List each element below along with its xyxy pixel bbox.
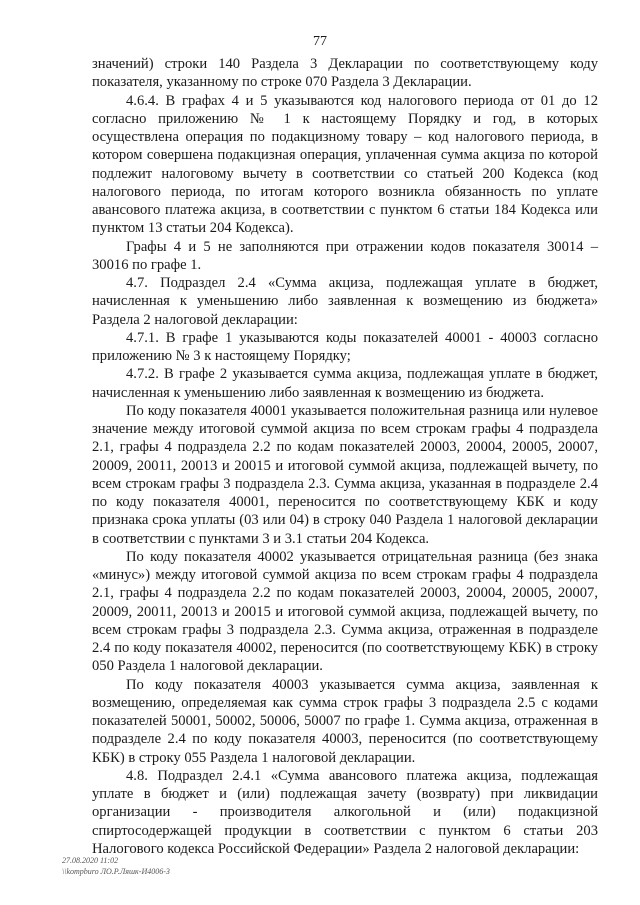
- paragraph-continuation: значений) строки 140 Раздела 3 Декларации по соответствующему коду показателя, указанному по строке 070 Раздела 3 Декларации.: [92, 56, 598, 91]
- document-body: [92, 55, 598, 858]
- paragraph-code-40003: По коду показателя 40003 указывается сумма акциза, заявленная к возмещению, определяемая как сумма строк графы 3 подраздела 2.5 с кодами показателей 50001, 50002, 50006, 50007 по графе 1. Сумма акциза, отраженная в подразделе 2.4 по коду показателя 40003, переносится (по соответствующему КБК) в строку 055 Раздела 1 налоговой декларации.: [92, 676, 598, 766]
- paragraph-4-6-4: 4.6.4. В графах 4 и 5 указываются код налогового периода от 01 до 12 согласно приложению № 1 к настоящему Порядку и год, в которых осуществлена операция по подакцизному товару – код налогового периода, в котором совершена подакцизная операция, уплаченная сумма акциза по которой подлежит налоговому вычету в соответствии со статьей 200 Кодекса (код налогового периода, по итогам которого возникла обязанность по уплате авансового платежа акциза, в соответствии с пунктом 6 статьи 184 Кодекса или пунктом 13 статьи 204 Кодекса).: [92, 92, 598, 237]
- print-footer: [62, 855, 170, 877]
- paragraph-4-8: 4.8. Подраздел 2.4.1 «Сумма авансового платежа акциза, подлежащая уплате в бюджет и (или) подлежащая зачету (возврату) при ликвидации организации - производителя алкогольной и (или) подакцизной спиртосодержащей продукции в соответствии с пунктом 6 статьи 203 Налогового кодекса Российской Федерации» Раздела 2 налоговой декларации:: [92, 767, 598, 857]
- paragraph-columns-note: Графы 4 и 5 не заполняются при отражении кодов показателя 30014 – 30016 по графе 1.: [92, 238, 598, 273]
- paragraph-4-7: 4.7. Подраздел 2.4 «Сумма акциза, подлежащая уплате в бюджет, начисленная к уменьшению либо заявленная к возмещению из бюджета» Раздела 2 налоговой декларации:: [92, 275, 598, 328]
- paragraph-code-40001: По коду показателя 40001 указывается положительная разница или нулевое значение между итоговой суммой акциза по всем строкам графы 4 подраздела 2.1, графы 4 подраздела 2.2 по кодам показателей 20003, 20004, 20005, 20007, 20009, 20011, 20013 и 20015 и итоговой суммой акциза, подлежащей вычету, по всем строкам графы 3 подраздела 2.3. Сумма акциза, указанная в подразделе 2.4 по коду показателя 40001, переносится по соответствующему КБК и коду признака срока уплаты (03 или 04) в строку 040 Раздела 1 налоговой декларации в соответствии с пунктами 3 и 3.1 статьи 204 Кодекса.: [92, 402, 598, 547]
- page-number: 77: [313, 34, 327, 49]
- paragraph-4-7-2: 4.7.2. В графе 2 указывается сумма акциза, подлежащая уплате в бюджет, начисленная к уменьшению либо заявленная к возмещению из бюджета.: [92, 366, 598, 401]
- paragraph-4-7-1: 4.7.1. В графе 1 указываются коды показателей 40001 - 40003 согласно приложению № 3 к настоящему Порядку;: [92, 329, 598, 364]
- footer-date: 27.08.2020 11:02: [62, 856, 119, 865]
- footer-path: \\kompburo ЛО.Р.Ляшк-И4006-3: [62, 867, 170, 876]
- paragraph-code-40002: По коду показателя 40002 указывается отрицательная разница (без знака «минус») между итоговой суммой акциза по всем строкам графы 4 подраздела 2.1, графы 4 подраздела 2.2 по кодам показателей 20003, 20004, 20005, 20007, 20009, 20011, 20013 и 20015 и итоговой суммой акциза, подлежащей вычету, по всем строкам графы 3 подраздела 2.3. Сумма акциза, отраженная в подразделе 2.4 по коду показателя 40002, переносится (по соответствующему КБК) в строку 050 Раздела 1 налоговой декларации.: [92, 548, 598, 675]
